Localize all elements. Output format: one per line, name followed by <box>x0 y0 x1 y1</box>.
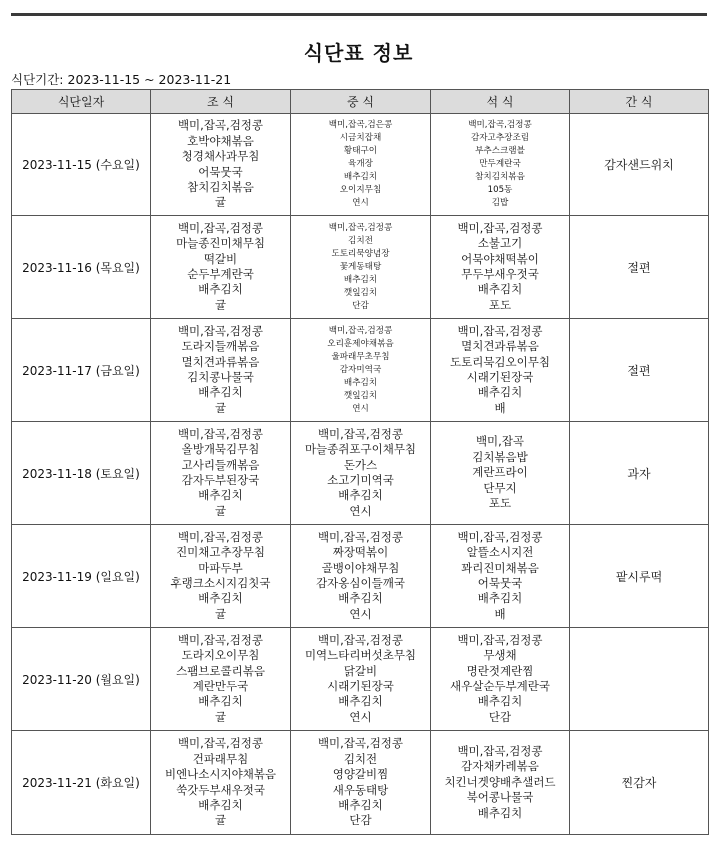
lunch-menu-item: 단감 <box>349 813 372 828</box>
breakfast-menu-item: 김치콩나물국 <box>187 370 254 384</box>
breakfast-menu-item: 귤 <box>214 503 227 518</box>
table-row <box>12 216 709 319</box>
lunch-menu-item: 연시 <box>349 503 372 518</box>
dinner-menu-item: 배 <box>494 400 506 415</box>
dinner-menu-item: 김밥 <box>491 198 509 208</box>
lunch-menu-item: 배추김치 <box>338 591 383 606</box>
lunch-menu-item: 도토리묵양념장 <box>331 248 390 259</box>
breakfast-menu-item: 귤 <box>214 709 227 724</box>
meal-period: 식단기간: 2023-11-15 ~ 2023-11-21 <box>11 72 232 87</box>
lunch-cell <box>291 628 431 731</box>
dinner-cell <box>431 319 570 422</box>
lunch-menu-item: 깻잎김치 <box>343 390 378 401</box>
lunch-menu-item: 영양갈비찜 <box>332 767 389 782</box>
breakfast-menu-item: 마늘종진미채무침 <box>176 236 265 251</box>
breakfast-cell <box>151 319 291 422</box>
dinner-menu-item: 어묵뭇국 <box>477 576 523 590</box>
breakfast-menu-item: 순두부계란국 <box>187 267 254 281</box>
meal-date: 2023-11-19 (일요일) <box>12 525 151 628</box>
lunch-menu-item: 시래기된장국 <box>327 679 394 693</box>
breakfast-cell <box>151 628 291 731</box>
breakfast-menu-item: 건파래무침 <box>192 751 249 766</box>
breakfast-menu-item: 마파두부 <box>198 560 243 575</box>
breakfast-menu-item: 백미,잡곡,검정콩 <box>177 323 264 338</box>
lunch-menu-item: 울파래무초무침 <box>331 351 390 362</box>
dinner-menu-item: 어묵야채떡볶이 <box>461 251 539 266</box>
dinner-menu-item: 만두계란국 <box>479 159 521 169</box>
dinner-menu-item: 배추김치 <box>477 805 523 820</box>
dinner-menu-item: 포도 <box>488 496 512 511</box>
breakfast-menu-item: 멸치견과류볶음 <box>181 354 260 369</box>
lunch-cell <box>291 114 431 216</box>
breakfast-cell <box>151 422 291 525</box>
lunch-menu-item: 백미,잡곡,검은콩 <box>328 120 393 130</box>
snack-cell: 절편 <box>570 216 709 319</box>
breakfast-menu-item: 고사리들깨볶음 <box>181 457 260 472</box>
dinner-menu-item: 부추스크램블 <box>475 146 525 156</box>
dinner-menu-item: 백미,잡곡,검정콩 <box>457 743 543 758</box>
breakfast-menu-item: 호박야채볶음 <box>187 133 254 148</box>
breakfast-menu-item: 도라지들깨볶음 <box>181 339 260 354</box>
lunch-menu-item: 백미,잡곡,검정콩 <box>328 222 393 233</box>
breakfast-cell <box>151 731 291 835</box>
breakfast-menu-item: 백미,잡곡,검정콩 <box>177 220 264 235</box>
snack-cell: 팥시루떡 <box>570 525 709 628</box>
breakfast-menu-item: 청경채사과무침 <box>181 149 260 164</box>
lunch-cell <box>291 525 431 628</box>
dinner-menu-item: 계란프라이 <box>472 465 528 480</box>
dinner-menu-item: 배추김치 <box>477 591 523 606</box>
lunch-menu-item: 김치전 <box>348 235 373 246</box>
table-row <box>12 731 709 835</box>
dinner-menu-item: 참치김치볶음 <box>475 172 525 182</box>
dinner-menu-item: 무두부새우젓국 <box>461 267 539 281</box>
dinner-menu-item: 소불고기 <box>477 236 523 251</box>
dinner-cell <box>431 114 570 216</box>
lunch-menu-item: 돈가스 <box>343 457 378 472</box>
lunch-menu-item: 꽃게동태탕 <box>339 261 382 272</box>
lunch-menu-item: 배추김치 <box>338 694 383 709</box>
dinner-menu-item: 김치볶음밥 <box>472 449 528 464</box>
breakfast-menu-item: 계란만두국 <box>192 679 249 693</box>
meal-date: 2023-11-17 (금요일) <box>12 319 151 422</box>
header-date: 식단일자 <box>12 90 151 114</box>
table-row <box>12 525 709 628</box>
dinner-menu-item: 시래기된장국 <box>466 370 534 384</box>
snack-cell: 과자 <box>570 422 709 525</box>
lunch-menu-item: 짜장떡볶이 <box>332 545 389 560</box>
meal-date: 2023-11-15 (수요일) <box>12 114 151 216</box>
breakfast-menu-item: 비엔나소시지야채볶음 <box>164 767 277 782</box>
lunch-menu-item: 오리훈제야채볶음 <box>327 338 394 349</box>
dinner-menu-item: 단무지 <box>483 480 517 495</box>
dinner-menu-item: 새우살순두부계란국 <box>450 679 550 693</box>
lunch-menu-item: 깻잎김치 <box>343 287 378 298</box>
breakfast-menu-item: 쑥갓두부새우젓국 <box>176 782 265 797</box>
dinner-menu-item: 도토리묵김오이무침 <box>450 354 550 369</box>
breakfast-cell <box>151 216 291 319</box>
lunch-menu-item: 백미,잡곡,검정콩 <box>317 736 404 751</box>
breakfast-menu-item: 귤 <box>214 195 227 210</box>
dinner-menu-item: 백미,잡곡,검정콩 <box>457 220 543 235</box>
lunch-menu-item: 백미,잡곡,검정콩 <box>328 325 393 336</box>
breakfast-menu-item: 백미,잡곡,검정콩 <box>177 118 264 133</box>
lunch-menu-item: 백미,잡곡,검정콩 <box>317 529 404 544</box>
table-row <box>12 114 709 216</box>
lunch-menu-item: 단감 <box>352 300 369 311</box>
dinner-menu-item: 무생채 <box>483 648 517 663</box>
lunch-menu-item: 배추김치 <box>338 797 383 812</box>
meal-table <box>11 89 709 835</box>
lunch-menu-item: 김치전 <box>343 751 378 766</box>
header-lunch: 중 식 <box>291 90 431 114</box>
dinner-cell <box>431 422 570 525</box>
page-title: 식단표 정보 <box>303 41 414 65</box>
header-snack: 간 식 <box>570 90 709 114</box>
dinner-cell <box>431 525 570 628</box>
lunch-menu-item: 감자미역국 <box>339 364 382 375</box>
lunch-menu-item: 마늘종쥐포구이채무침 <box>304 442 417 457</box>
snack-cell: 찐감자 <box>570 731 709 835</box>
breakfast-menu-item: 도라지오이무침 <box>181 648 260 663</box>
top-rule <box>11 13 707 16</box>
breakfast-menu-item: 배추김치 <box>198 385 243 400</box>
breakfast-menu-item: 진미채고추장무침 <box>176 545 265 560</box>
breakfast-cell <box>151 525 291 628</box>
lunch-menu-item: 육개장 <box>348 159 373 169</box>
dinner-menu-item: 치킨너겟양배추샐러드 <box>444 774 556 789</box>
lunch-menu-item: 황태구이 <box>343 146 378 156</box>
breakfast-menu-item: 어묵뭇국 <box>198 164 243 179</box>
lunch-menu-item: 배추김치 <box>343 274 378 285</box>
breakfast-menu-item: 떡갈비 <box>203 251 238 266</box>
lunch-menu-item: 백미,잡곡,검정콩 <box>317 632 404 647</box>
table-row <box>12 319 709 422</box>
dinner-menu-item: 북어콩나물국 <box>466 790 534 805</box>
breakfast-menu-item: 올방개묵김무침 <box>181 442 260 457</box>
table-header-row <box>12 90 709 114</box>
snack-cell: 감자샌드위치 <box>570 114 709 216</box>
breakfast-menu-item: 귤 <box>214 606 227 621</box>
breakfast-menu-item: 백미,잡곡,검정콩 <box>177 632 264 647</box>
lunch-menu-item: 연시 <box>349 709 372 724</box>
breakfast-menu-item: 참치김치볶음 <box>187 179 254 194</box>
dinner-menu-item: 배 <box>494 606 506 621</box>
dinner-menu-item: 백미,잡곡,검정콩 <box>457 323 543 338</box>
breakfast-cell <box>151 114 291 216</box>
meal-date: 2023-11-16 (목요일) <box>12 216 151 319</box>
breakfast-menu-item: 배추김치 <box>198 591 243 606</box>
breakfast-menu-item: 배추김치 <box>198 488 243 503</box>
breakfast-menu-item: 백미,잡곡,검정콩 <box>177 736 264 751</box>
lunch-menu-item: 연시 <box>352 198 369 208</box>
dinner-menu-item: 멸치견과류볶음 <box>461 339 539 354</box>
breakfast-menu-item: 감자두부된장국 <box>181 473 260 487</box>
dinner-menu-item: 백미,잡곡,검정콩 <box>457 632 543 647</box>
dinner-menu-item: 배추김치 <box>477 282 523 297</box>
meal-date: 2023-11-18 (토요일) <box>12 422 151 525</box>
dinner-menu-item: 배추김치 <box>477 385 523 400</box>
breakfast-menu-item: 배추김치 <box>198 694 243 709</box>
lunch-cell <box>291 319 431 422</box>
lunch-menu-item: 감자옹심이들깨국 <box>316 576 405 590</box>
table-row <box>12 422 709 525</box>
dinner-menu-item: 백미,잡곡 <box>475 434 525 449</box>
breakfast-menu-item: 배추김치 <box>198 797 243 812</box>
dinner-cell <box>431 731 570 835</box>
breakfast-menu-item: 백미,잡곡,검정콩 <box>177 426 264 441</box>
lunch-cell <box>291 216 431 319</box>
breakfast-menu-item: 귤 <box>214 813 227 828</box>
lunch-menu-item: 연시 <box>349 606 372 621</box>
dinner-menu-item: 꽈리진미채볶음 <box>461 560 539 575</box>
dinner-menu-item: 포도 <box>488 297 512 312</box>
table-row <box>12 628 709 731</box>
dinner-cell <box>431 628 570 731</box>
dinner-menu-item: 배추김치 <box>477 694 523 709</box>
lunch-menu-item: 백미,잡곡,검정콩 <box>317 426 404 441</box>
meal-date: 2023-11-20 (월요일) <box>12 628 151 731</box>
header-dinner: 석 식 <box>431 90 570 114</box>
breakfast-menu-item: 배추김치 <box>198 282 243 297</box>
dinner-menu-item: 백미,잡곡,검정콩 <box>468 120 532 130</box>
lunch-menu-item: 소고기미역국 <box>327 473 394 487</box>
lunch-menu-item: 미역느타리버섯초무침 <box>304 648 417 663</box>
breakfast-menu-item: 후랭크소시지김칫국 <box>170 576 271 590</box>
breakfast-menu-item: 스팸브로콜리볶음 <box>176 663 265 678</box>
dinner-menu-item: 명란젓계란찜 <box>466 663 534 678</box>
meal-date: 2023-11-21 (화요일) <box>12 731 151 835</box>
lunch-menu-item: 새우동태탕 <box>332 782 389 797</box>
lunch-menu-item: 배추김치 <box>338 488 383 503</box>
lunch-menu-item: 시금치잡채 <box>339 133 382 143</box>
lunch-menu-item: 연시 <box>352 403 369 414</box>
lunch-menu-item: 닭갈비 <box>343 663 378 678</box>
breakfast-menu-item: 귤 <box>214 297 227 312</box>
snack-cell <box>570 628 709 731</box>
lunch-cell <box>291 422 431 525</box>
snack-cell: 절편 <box>570 319 709 422</box>
dinner-menu-item: 105동 <box>487 185 513 195</box>
lunch-cell <box>291 731 431 835</box>
dinner-menu-item: 감자고추장조림 <box>470 133 530 143</box>
dinner-menu-item: 백미,잡곡,검정콩 <box>457 529 543 544</box>
breakfast-menu-item: 백미,잡곡,검정콩 <box>177 529 264 544</box>
lunch-menu-item: 배추김치 <box>343 377 378 388</box>
dinner-cell <box>431 216 570 319</box>
lunch-menu-item: 오이지무침 <box>339 185 382 195</box>
dinner-menu-item: 감자채카레볶음 <box>461 759 539 774</box>
dinner-menu-item: 단감 <box>488 709 512 724</box>
breakfast-menu-item: 귤 <box>214 400 227 415</box>
lunch-menu-item: 배추김치 <box>343 172 378 182</box>
dinner-menu-item: 알뜰소시지전 <box>466 545 534 560</box>
header-breakfast: 조 식 <box>151 90 291 114</box>
lunch-menu-item: 골뱅이야채무침 <box>321 560 400 575</box>
